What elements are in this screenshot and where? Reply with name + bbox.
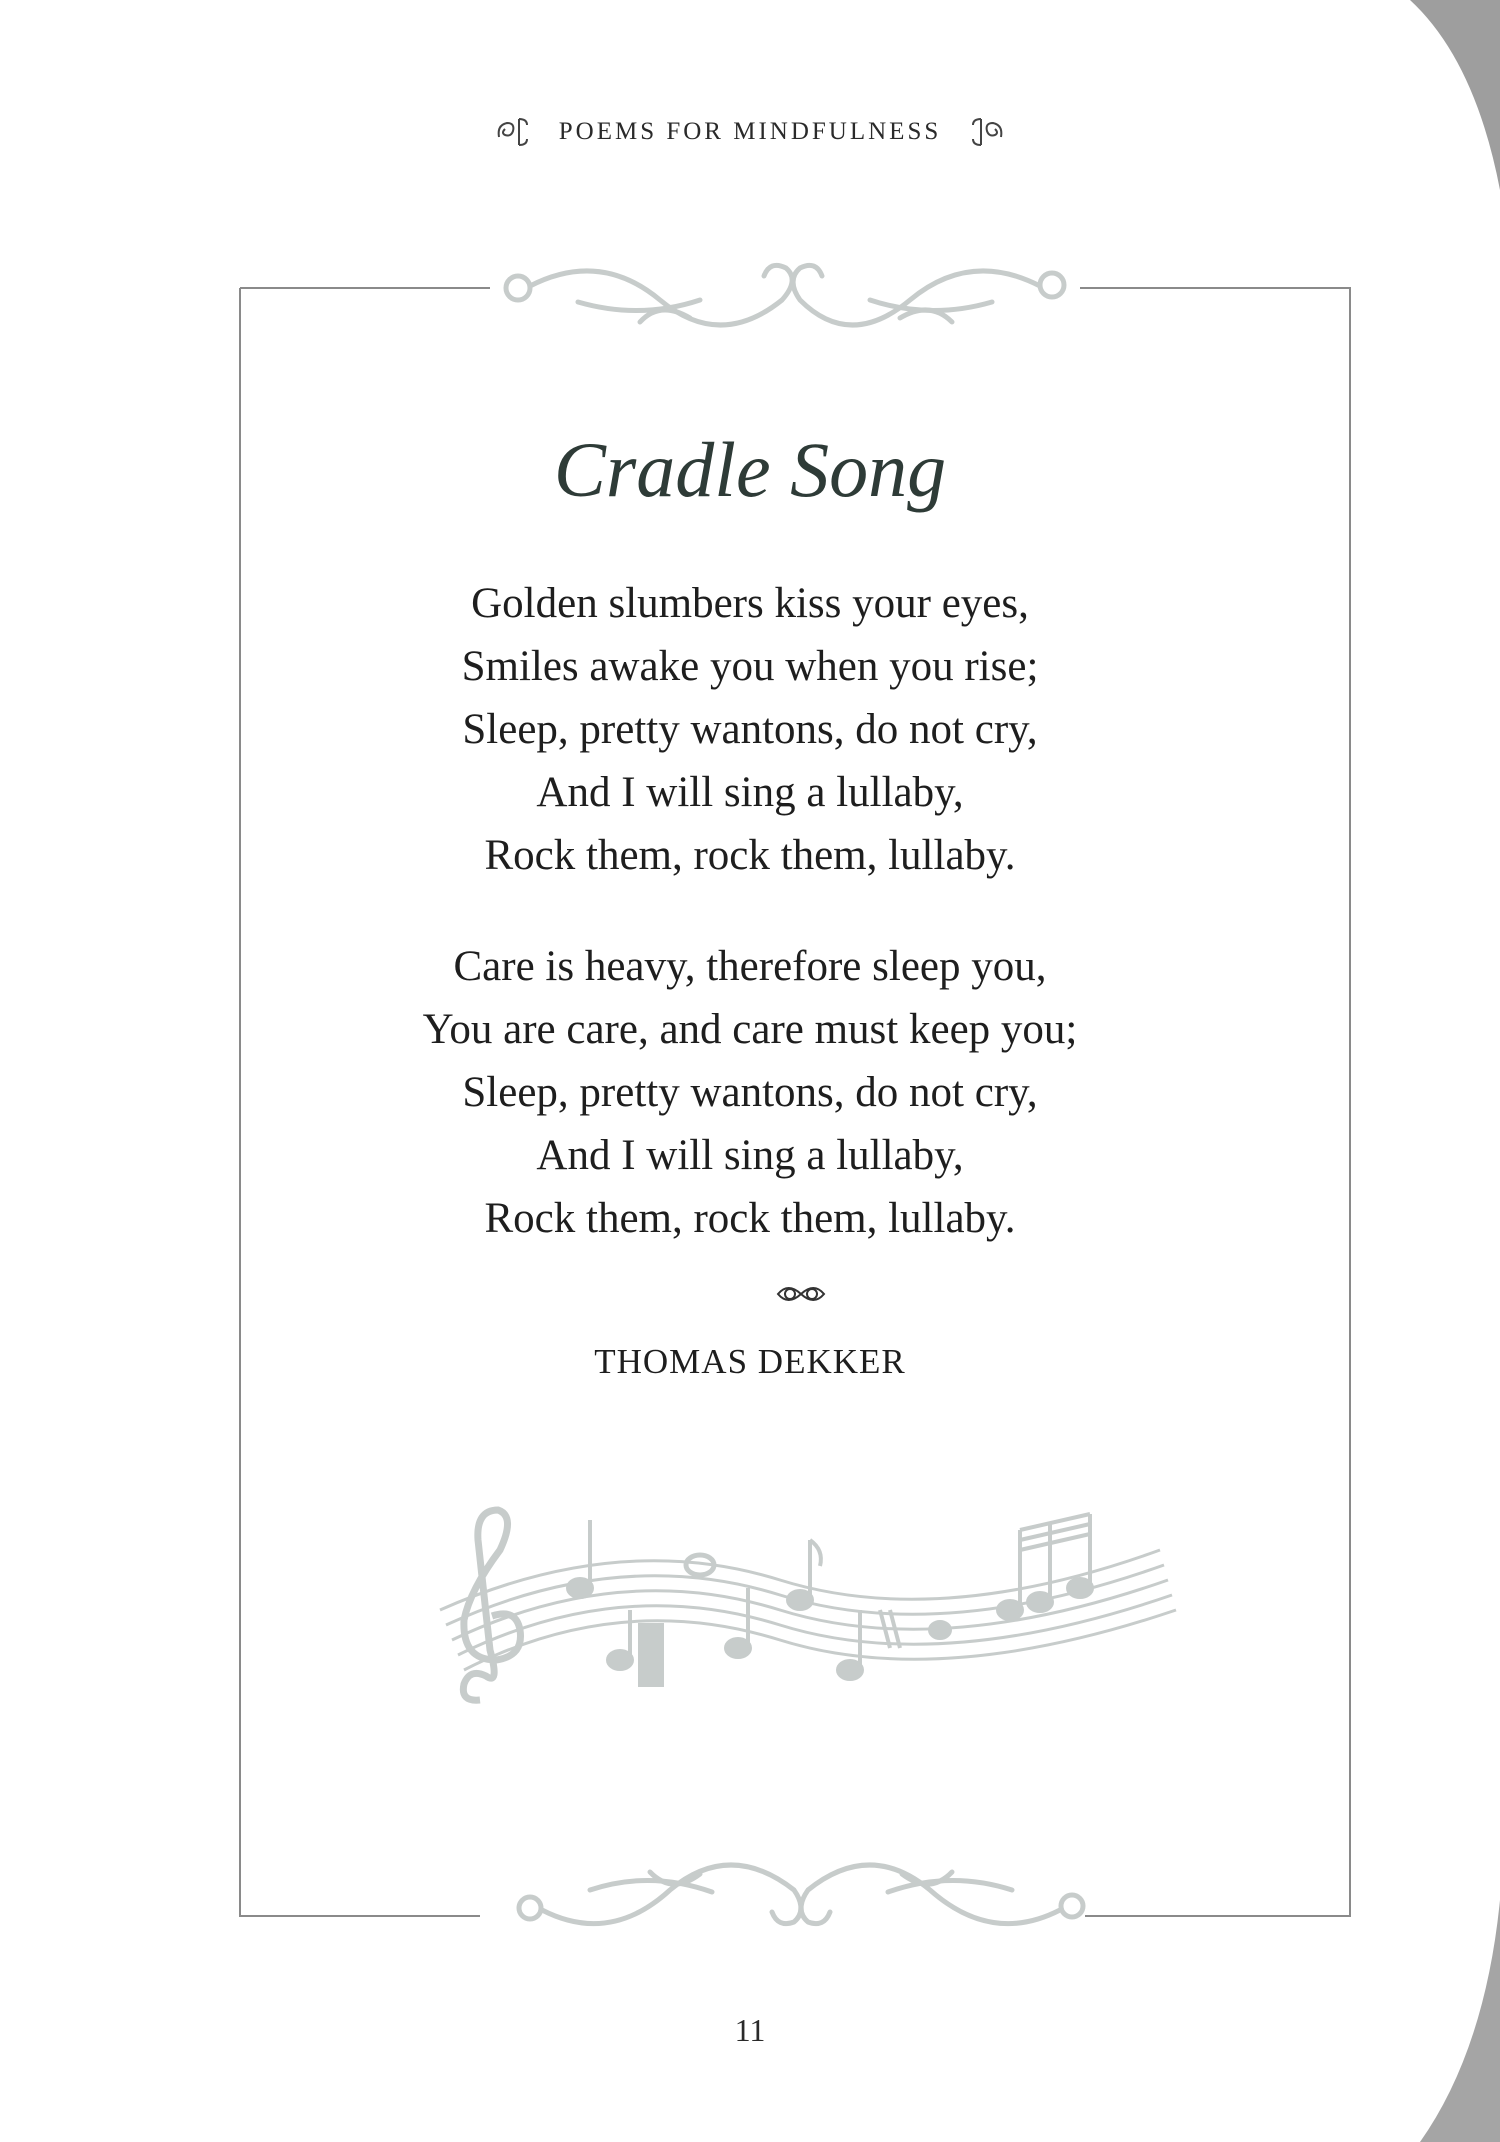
- poem-line: And I will sing a lullaby,: [536, 769, 964, 816]
- poem-line: Sleep, pretty wantons, do not cry,: [462, 706, 1038, 753]
- stanza-1: [0, 572, 1500, 887]
- poem-line: Rock them, rock them, lullaby.: [484, 1195, 1016, 1242]
- poem-line: And I will sing a lullaby,: [536, 1132, 964, 1179]
- poem-line: You are care, and care must keep you;: [422, 1006, 1078, 1053]
- poem-line: Rock them, rock them, lullaby.: [484, 832, 1016, 879]
- music-staff-notes-icon: [420, 1470, 1180, 1710]
- bottom-leaf-flourish-icon: [519, 1865, 1083, 1924]
- poem-line: Sleep, pretty wantons, do not cry,: [462, 1069, 1038, 1116]
- running-title: POEMS FOR MINDFULNESS: [558, 118, 942, 145]
- knot-ornament-icon: [774, 1279, 828, 1309]
- poem-title: Cradle Song: [553, 426, 947, 513]
- poem-author: THOMAS DEKKER: [594, 1342, 906, 1381]
- top-leaf-flourish-icon: [506, 265, 1064, 325]
- page-number: 11: [734, 2012, 766, 2048]
- poem-line: Smiles awake you when you rise;: [461, 643, 1039, 690]
- poem-line: Golden slumbers kiss your eyes,: [471, 580, 1029, 627]
- poem-line: Care is heavy, therefore sleep you,: [453, 943, 1047, 990]
- stanza-2: [0, 935, 1500, 1250]
